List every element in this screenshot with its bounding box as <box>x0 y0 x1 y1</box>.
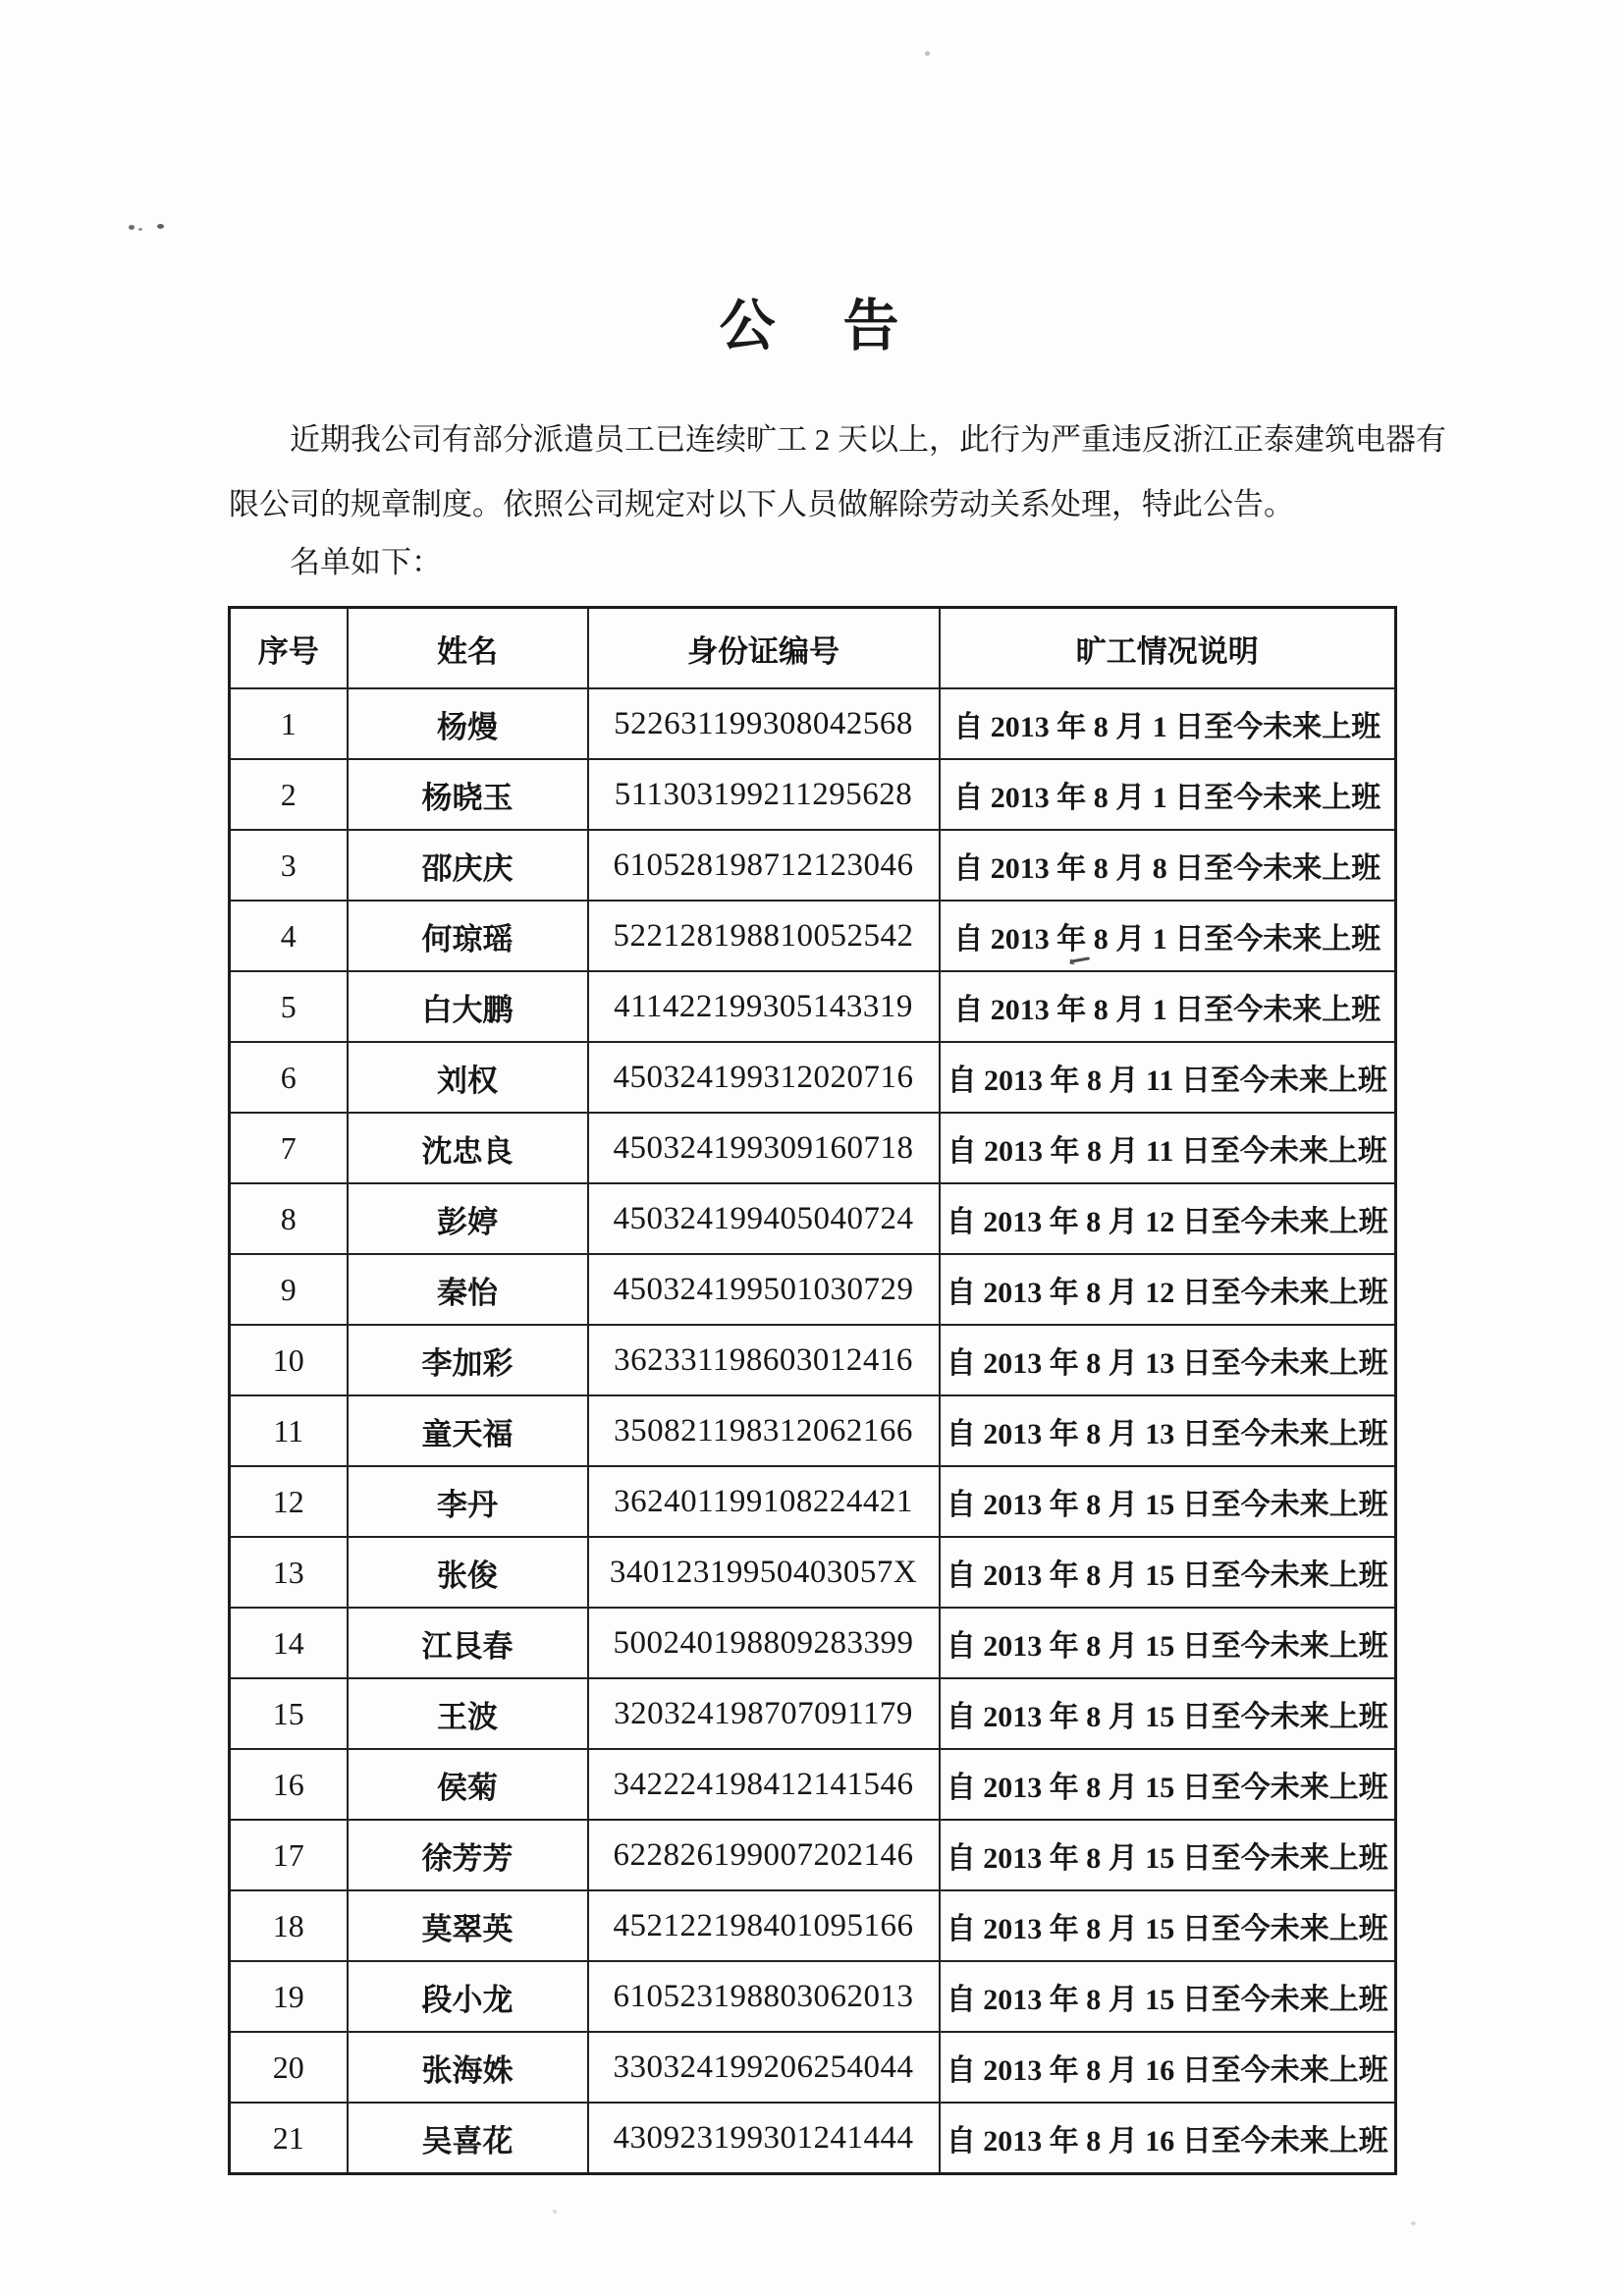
cell-absence-note: 自 2013 年 8 月 8 日至今未来上班 <box>940 830 1396 901</box>
cell-index: 3 <box>230 830 348 901</box>
cell-index: 12 <box>230 1466 348 1537</box>
cell-id-number: 430923199301241444 <box>588 2103 940 2174</box>
cell-name: 莫翠英 <box>348 1890 588 1961</box>
cell-index: 14 <box>230 1608 348 1678</box>
cell-id-number: 452122198401095166 <box>588 1890 940 1961</box>
cell-absence-note: 自 2013 年 8 月 15 日至今未来上班 <box>940 1749 1396 1820</box>
cell-index: 1 <box>230 688 348 759</box>
cell-name: 秦怡 <box>348 1254 588 1325</box>
table-row <box>230 1749 1396 1820</box>
scan-speck <box>129 225 135 230</box>
table-row <box>230 1325 1396 1395</box>
cell-absence-note: 自 2013 年 8 月 12 日至今未来上班 <box>940 1183 1396 1254</box>
cell-name: 白大鹏 <box>348 971 588 1042</box>
cell-index: 17 <box>230 1820 348 1890</box>
cell-name: 徐芳芳 <box>348 1820 588 1890</box>
cell-absence-note: 自 2013 年 8 月 15 日至今未来上班 <box>940 1678 1396 1749</box>
cell-absence-note: 自 2013 年 8 月 15 日至今未来上班 <box>940 1820 1396 1890</box>
notice-body-line-2: 限公司的规章制度。依照公司规定对以下人员做解除劳动关系处理，特此公告。 <box>229 487 1294 521</box>
table-row <box>230 1608 1396 1678</box>
cell-id-number: 330324199206254044 <box>588 2032 940 2103</box>
cell-id-number: 362331198603012416 <box>588 1325 940 1395</box>
cell-absence-note: 自 2013 年 8 月 15 日至今未来上班 <box>940 1537 1396 1608</box>
table-row <box>230 1961 1396 2032</box>
table-row <box>230 1395 1396 1466</box>
table-row <box>230 1183 1396 1254</box>
cell-index: 4 <box>230 901 348 971</box>
absence-roster-table <box>228 606 1397 2175</box>
table-row <box>230 759 1396 830</box>
cell-index: 5 <box>230 971 348 1042</box>
cell-index: 13 <box>230 1537 348 1608</box>
cell-name: 邵庆庆 <box>348 830 588 901</box>
cell-name: 李丹 <box>348 1466 588 1537</box>
cell-name: 段小龙 <box>348 1961 588 2032</box>
cell-name: 张俊 <box>348 1537 588 1608</box>
cell-absence-note: 自 2013 年 8 月 1 日至今未来上班 <box>940 901 1396 971</box>
col-header-name: 姓名 <box>348 608 588 689</box>
cell-absence-note: 自 2013 年 8 月 12 日至今未来上班 <box>940 1254 1396 1325</box>
cell-absence-note: 自 2013 年 8 月 15 日至今未来上班 <box>940 1961 1396 2032</box>
cell-name: 刘权 <box>348 1042 588 1113</box>
cell-index: 15 <box>230 1678 348 1749</box>
cell-id-number: 610528198712123046 <box>588 830 940 901</box>
cell-absence-note: 自 2013 年 8 月 11 日至今未来上班 <box>940 1113 1396 1183</box>
table-row <box>230 1254 1396 1325</box>
cell-id-number: 411422199305143319 <box>588 971 940 1042</box>
list-intro-label: 名单如下： <box>290 545 442 579</box>
cell-index: 20 <box>230 2032 348 2103</box>
cell-absence-note: 自 2013 年 8 月 16 日至今未来上班 <box>940 2032 1396 2103</box>
cell-index: 19 <box>230 1961 348 2032</box>
cell-name: 李加彩 <box>348 1325 588 1395</box>
scan-speck <box>925 51 930 56</box>
cell-id-number: 511303199211295628 <box>588 759 940 830</box>
table-row <box>230 1890 1396 1961</box>
cell-name: 吴喜花 <box>348 2103 588 2174</box>
table-row <box>230 2032 1396 2103</box>
cell-id-number: 500240198809283399 <box>588 1608 940 1678</box>
cell-name: 侯菊 <box>348 1749 588 1820</box>
cell-name: 何琼瑶 <box>348 901 588 971</box>
table-row <box>230 1042 1396 1113</box>
table-header-row <box>230 608 1396 689</box>
cell-id-number: 522128198810052542 <box>588 901 940 971</box>
cell-index: 11 <box>230 1395 348 1466</box>
cell-index: 8 <box>230 1183 348 1254</box>
scan-speck <box>553 2210 557 2214</box>
table-row <box>230 1678 1396 1749</box>
cell-id-number: 350821198312062166 <box>588 1395 940 1466</box>
cell-absence-note: 自 2013 年 8 月 1 日至今未来上班 <box>940 759 1396 830</box>
cell-absence-note: 自 2013 年 8 月 13 日至今未来上班 <box>940 1395 1396 1466</box>
cell-id-number: 342224198412141546 <box>588 1749 940 1820</box>
cell-index: 7 <box>230 1113 348 1183</box>
cell-id-number: 362401199108224421 <box>588 1466 940 1537</box>
cell-absence-note: 自 2013 年 8 月 1 日至今未来上班 <box>940 688 1396 759</box>
col-header-index: 序号 <box>230 608 348 689</box>
cell-name: 沈忠良 <box>348 1113 588 1183</box>
cell-id-number: 610523198803062013 <box>588 1961 940 2032</box>
cell-name: 杨晓玉 <box>348 759 588 830</box>
cell-index: 16 <box>230 1749 348 1820</box>
table-row <box>230 1820 1396 1890</box>
cell-name: 杨熳 <box>348 688 588 759</box>
cell-id-number: 522631199308042568 <box>588 688 940 759</box>
cell-name: 彭婷 <box>348 1183 588 1254</box>
cell-index: 21 <box>230 2103 348 2174</box>
table-row <box>230 1466 1396 1537</box>
cell-index: 10 <box>230 1325 348 1395</box>
cell-id-number: 450324199312020716 <box>588 1042 940 1113</box>
cell-index: 18 <box>230 1890 348 1961</box>
table-row <box>230 1113 1396 1183</box>
cell-id-number: 320324198707091179 <box>588 1678 940 1749</box>
cell-id-number: 450324199309160718 <box>588 1113 940 1183</box>
scan-speck <box>138 228 142 231</box>
table-row <box>230 901 1396 971</box>
notice-body-line-1: 近期我公司有部分派遣员工已连续旷工 2 天以上，此行为严重违反浙江正泰建筑电器有 <box>290 422 1446 457</box>
table-row <box>230 1537 1396 1608</box>
cell-absence-note: 自 2013 年 8 月 15 日至今未来上班 <box>940 1466 1396 1537</box>
cell-index: 9 <box>230 1254 348 1325</box>
page-title: 公 告 <box>719 296 905 357</box>
col-header-absence-note: 旷工情况说明 <box>940 608 1396 689</box>
cell-name: 江艮春 <box>348 1608 588 1678</box>
cell-id-number: 622826199007202146 <box>588 1820 940 1890</box>
cell-name: 张海姝 <box>348 2032 588 2103</box>
cell-id-number: 450324199501030729 <box>588 1254 940 1325</box>
scan-speck <box>1411 2221 1416 2225</box>
table-row <box>230 971 1396 1042</box>
col-header-id-number: 身份证编号 <box>588 608 940 689</box>
cell-id-number: 450324199405040724 <box>588 1183 940 1254</box>
cell-absence-note: 自 2013 年 8 月 1 日至今未来上班 <box>940 971 1396 1042</box>
cell-id-number: 34012319950403057X <box>588 1537 940 1608</box>
cell-absence-note: 自 2013 年 8 月 15 日至今未来上班 <box>940 1890 1396 1961</box>
cell-name: 王波 <box>348 1678 588 1749</box>
cell-absence-note: 自 2013 年 8 月 15 日至今未来上班 <box>940 1608 1396 1678</box>
cell-absence-note: 自 2013 年 8 月 13 日至今未来上班 <box>940 1325 1396 1395</box>
cell-index: 6 <box>230 1042 348 1113</box>
scan-speck <box>157 224 164 229</box>
cell-name: 童天福 <box>348 1395 588 1466</box>
cell-absence-note: 自 2013 年 8 月 11 日至今未来上班 <box>940 1042 1396 1113</box>
cell-absence-note: 自 2013 年 8 月 16 日至今未来上班 <box>940 2103 1396 2174</box>
table-row <box>230 688 1396 759</box>
cell-index: 2 <box>230 759 348 830</box>
table-row <box>230 2103 1396 2174</box>
table-row <box>230 830 1396 901</box>
